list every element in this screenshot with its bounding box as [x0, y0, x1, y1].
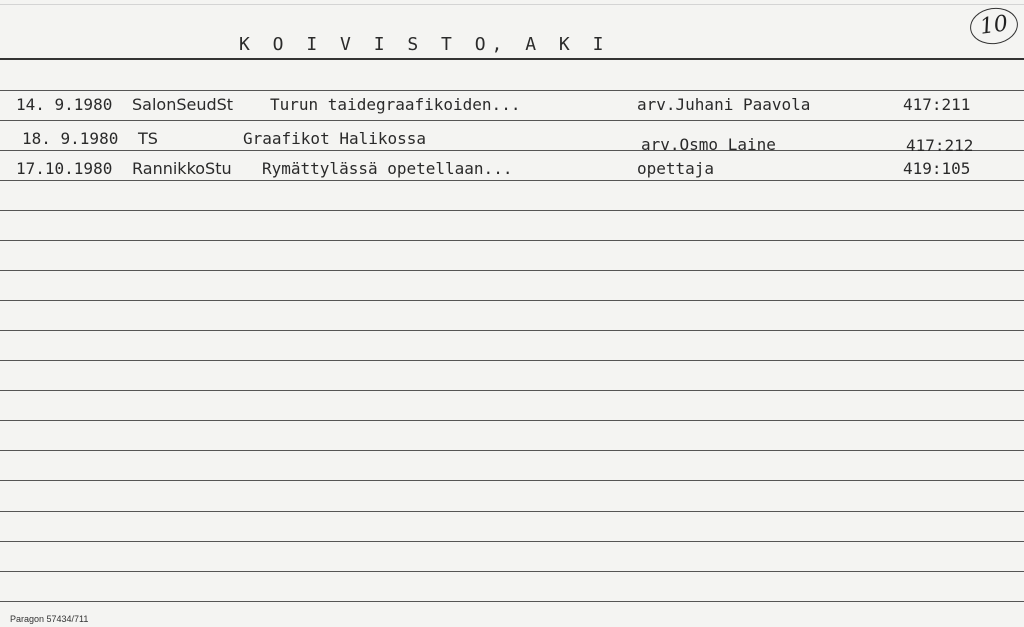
ruled-line [0, 450, 1024, 451]
ruled-line [0, 511, 1024, 512]
entry-source: SalonSeudSt [132, 95, 234, 114]
entry-title: Turun taidegraafikoiden... [270, 95, 521, 114]
entry-author: arv.Osmo Laine [641, 135, 776, 154]
ruled-line [0, 420, 1024, 421]
header-rule [0, 58, 1024, 60]
entry-author: opettaja [637, 159, 715, 178]
entry-ref: 417:211 [903, 95, 971, 114]
person-name: K O I V I S T O, A K I [239, 34, 610, 55]
ruled-line [0, 390, 1024, 391]
ruled-line [0, 120, 1024, 121]
entry-row [0, 95, 1024, 119]
entry-row [0, 159, 1024, 183]
ruled-line [0, 571, 1024, 572]
card-number-circle: 10 [968, 5, 1021, 47]
entry-date: 18. 9.1980 [22, 129, 119, 148]
ruled-line [0, 541, 1024, 542]
entry-title: Rymättylässä opetellaan... [262, 159, 513, 178]
ruled-line [0, 480, 1024, 481]
entry-title: Graafikot Halikossa [243, 129, 427, 148]
ruled-line [0, 300, 1024, 301]
entry-row [0, 129, 1024, 153]
printer-footer: Paragon 57434/711 [10, 614, 89, 624]
ruled-line [0, 210, 1024, 211]
entry-date: 14. 9.1980 [16, 95, 113, 114]
entry-author: arv.Juhani Paavola [637, 95, 811, 114]
ruled-line [0, 601, 1024, 602]
card-top-edge [0, 4, 1024, 5]
entry-source: RannikkoStu [132, 159, 232, 178]
ruled-line [0, 270, 1024, 271]
ruled-line [0, 360, 1024, 361]
entry-ref: 419:105 [903, 159, 971, 178]
ruled-line [0, 330, 1024, 331]
entry-ref: 417:212 [906, 136, 974, 155]
entry-date: 17.10.1980 [16, 159, 113, 178]
ruled-line [0, 90, 1024, 91]
ruled-line [0, 240, 1024, 241]
entry-source: TS [138, 129, 158, 148]
